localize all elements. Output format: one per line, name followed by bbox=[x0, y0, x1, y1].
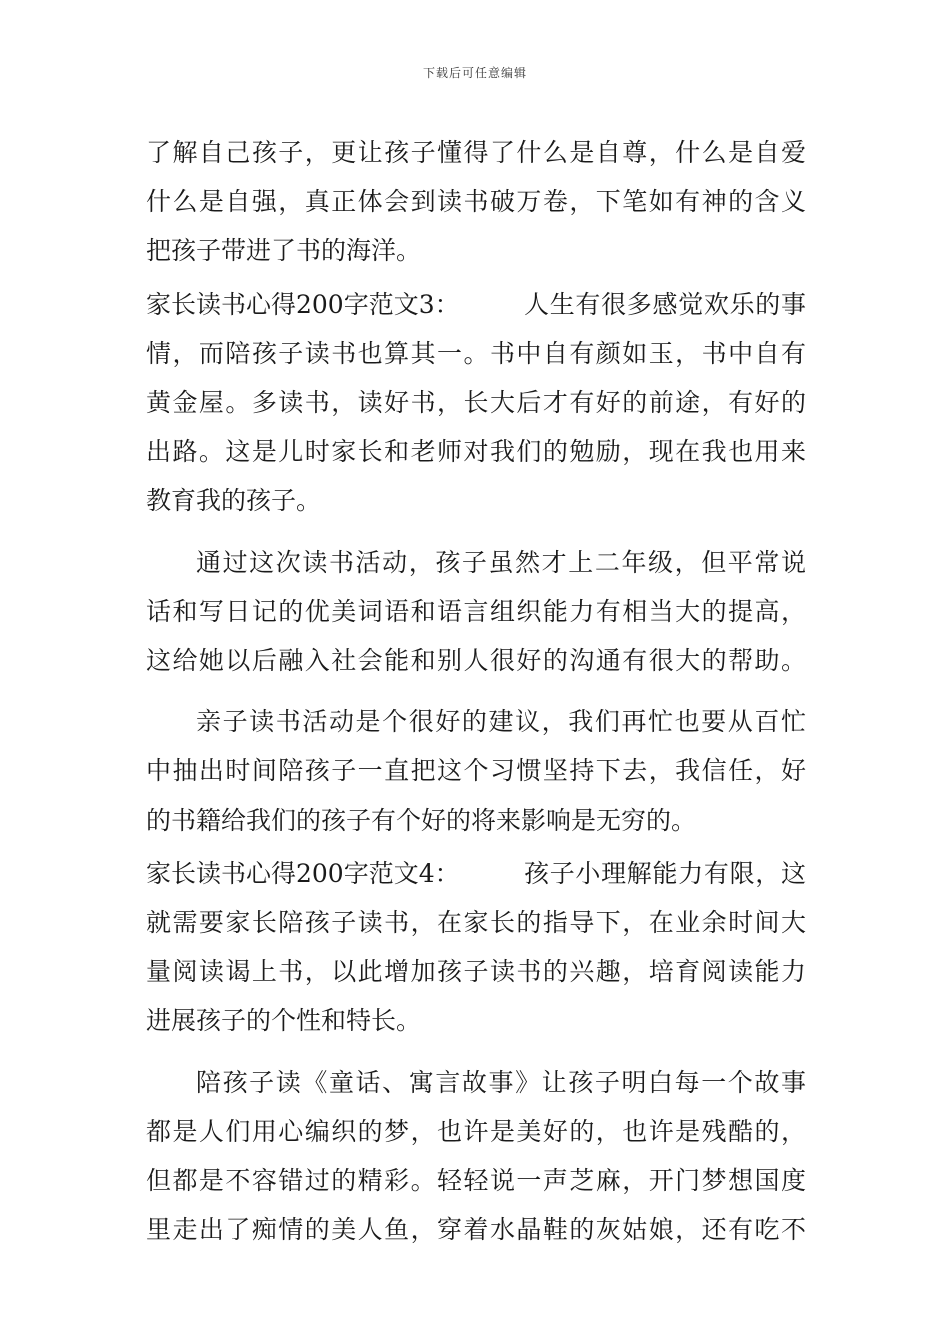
text-line: 什么是自强，真正体会到读书破万卷，下笔如有神的含义 bbox=[146, 187, 806, 217]
paragraph bbox=[146, 538, 806, 686]
paragraph-continuation bbox=[146, 128, 806, 276]
sample-4-heading-line bbox=[146, 849, 806, 898]
paragraph bbox=[146, 1058, 806, 1255]
sample-3-heading-line bbox=[146, 280, 806, 329]
page-header: 下载后可任意编辑 bbox=[422, 66, 527, 80]
text-line: 里走出了痴情的美人鱼，穿着水晶鞋的灰姑娘，还有吃不 bbox=[146, 1215, 806, 1245]
text-line: 黄金屋。多读书，读好书，长大后才有好的前途，有好的 bbox=[146, 388, 806, 418]
text-line: 但都是不容错过的精彩。轻轻说一声芝麻，开门梦想国度 bbox=[146, 1166, 806, 1196]
text-line: 通过这次读书活动，孩子虽然才上二年级，但平常说 bbox=[196, 547, 806, 577]
sample-3-title: 家长读书心得200字范文3： bbox=[146, 289, 460, 319]
sample-3-section bbox=[146, 280, 806, 526]
text-line: 陪孩子读《童话、寓言故事》让孩子明白每一个故事 bbox=[196, 1067, 806, 1097]
text-line: 就需要家长陪孩子读书，在家长的指导下，在业余时间大 bbox=[146, 908, 806, 938]
text-line: 人生有很多感觉欢乐的事 bbox=[524, 289, 806, 319]
text-line: 出路。这是儿时家长和老师对我们的勉励，现在我也用来 bbox=[146, 437, 806, 467]
text-line: 教育我的孩子。 bbox=[146, 486, 322, 516]
text-line: 情，而陪孩子读书也算其一。书中自有颜如玉，书中自有 bbox=[146, 338, 806, 368]
text-line: 亲子读书活动是个很好的建议，我们再忙也要从百忙 bbox=[196, 707, 806, 737]
text-line: 的书籍给我们的孩子有个好的将来影响是无穷的。 bbox=[146, 805, 697, 835]
text-line: 孩子小理解能力有限，这 bbox=[524, 858, 806, 888]
document-body bbox=[146, 128, 806, 1254]
text-line: 这给她以后融入社会能和别人很好的沟通有很大的帮助。 bbox=[146, 646, 806, 676]
text-line: 进展孩子的个性和特长。 bbox=[146, 1006, 422, 1036]
text-line: 话和写日记的优美词语和语言组织能力有相当大的提高， bbox=[146, 596, 806, 626]
sample-4-section bbox=[146, 849, 806, 1046]
text-line: 中抽出时间陪孩子一直把这个习惯坚持下去，我信任，好 bbox=[146, 756, 806, 786]
text-line: 都是人们用心编织的梦，也许是美好的，也许是残酷的， bbox=[146, 1116, 806, 1146]
paragraph bbox=[146, 697, 806, 845]
sample-4-title: 家长读书心得200字范文4： bbox=[146, 858, 460, 888]
text-line: 量阅读谒上书，以此增加孩子读书的兴趣，培育阅读能力 bbox=[146, 957, 806, 987]
text-line: 把孩子带进了书的海洋。 bbox=[146, 236, 422, 266]
text-line: 了解自己孩子，更让孩子懂得了什么是自尊，什么是自爱 bbox=[146, 138, 806, 167]
